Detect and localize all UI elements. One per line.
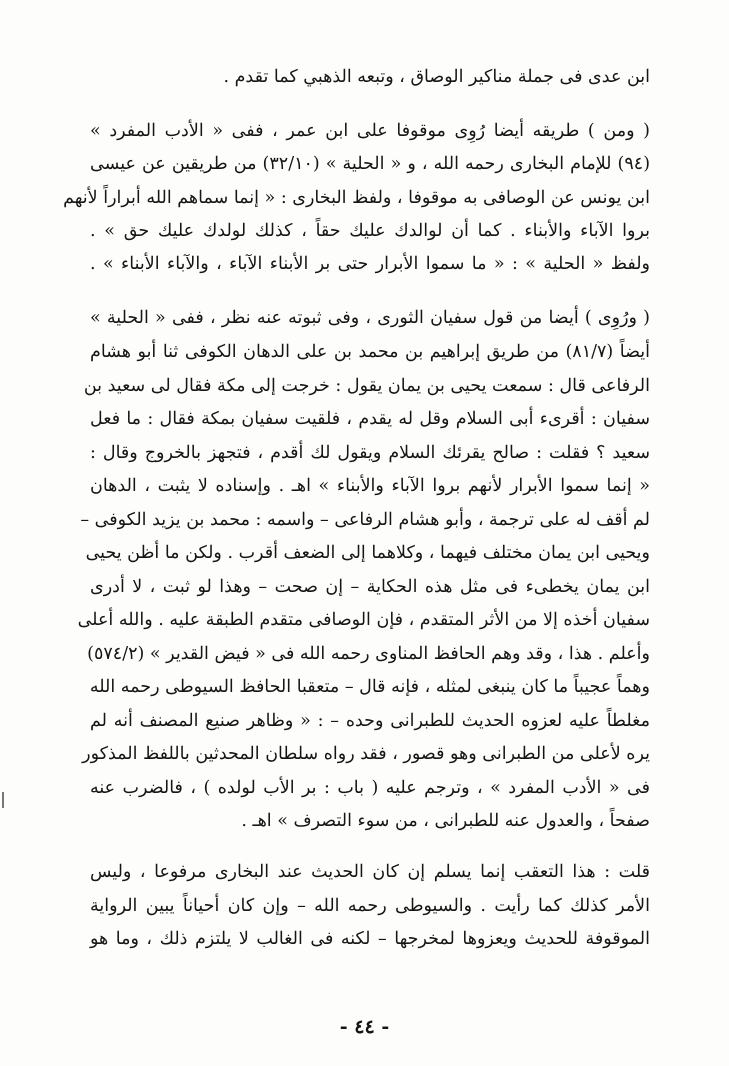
text-line-5: بروا الآباء والأبناء . كما أن لوالدك عليك حقاً ، كذلك لولدك عليك حق » . xyxy=(90,221,650,241)
text-line-14: ويحيى ابن يمان مختلف فيهما ، وكلاهما إلى الضعف أقرب . ولكن ما أظن يحيى xyxy=(85,543,650,563)
text-line-3: (٩٤) للإمام البخارى رحمه الله ، و « الحلية » (٣٢/١٠) من طريقين عن عيسى xyxy=(90,154,651,174)
text-line-7: ( ورُوِى ) أيضا من قول سفيان الثورى ، وفى ثبوته عنه نظر ، ففى « الحلية » xyxy=(90,308,650,328)
text-line-18: وهماً عجيباً ما كان ينبغى لمثله ، فإنه قال – متعقبا الحافظ السيوطى رحمه الله xyxy=(89,677,650,697)
text-line-8: أيضاً (٨١/٧) من طريق إبراهيم بن محمد بن على الدهان الكوفى ثنا أبو هشام xyxy=(90,342,650,362)
text-line-23: قلت : هذا التعقب إنما يسلم إن كان الحديث عند البخارى مرفوعا ، وليس xyxy=(90,862,650,882)
text-line-20: يره لأعلى من الطبرانى وهو قصور ، فقد رواه سلطان المحدثين باللفظ المذكور xyxy=(82,744,650,764)
text-line-10: سفيان : أقرىء أبى السلام وقل له يقدم ، فلقيت سفيان بمكة فقال : ما فعل xyxy=(90,409,650,429)
text-line-21: فى « الأدب المفرد » ، وترجم عليه ( باب : بر الأب لولده ) ، فالضرب عنه xyxy=(90,778,650,798)
text-line-19: مغلطاً عليه لعزوه الحديث للطبرانى وحده – : « وظاهر صنيع المصنف أنه لم xyxy=(90,711,650,731)
text-line-15: ابن يمان يخطىء فى مثل هذه الحكاية – إن صحت – وهذا لو ثبت ، لا أدرى xyxy=(90,577,650,597)
text-line-24: الأمر كذلك كما رأيت . والسيوطى رحمه الله – وإن كان أحياناً يبين الرواية xyxy=(90,896,650,916)
text-line-9: الرفاعى قال : سمعت يحيى بن يمان يقول : خرجت إلى مكة فقال لى سعيد بن xyxy=(83,376,650,396)
text-line-11: سعيد ؟ فقلت : صالح يقرئك السلام ويقول لك أقدم ، فتجهز بالخروج وقال : xyxy=(90,443,650,463)
text-line-13: لم أقف له على ترجمة ، وأبو هشام الرفاعى – واسمه : محمد بن يزيد الكوفى – xyxy=(80,510,650,530)
text-line-2: ( ومن ) طريقه أيضا رُوِى موقوفا على ابن عمر ، ففى « الأدب المفرد » xyxy=(90,121,650,141)
text-line-12: « إنما سموا الأبرار لأنهم بروا الآباء والأبناء » اهـ . وإسناده لا يثبت ، الدهان xyxy=(90,476,650,496)
text-line-6: ولفظ « الحلية » : « ما سموا الأبرار حتى بر الأبناء الآباء ، والآباء الأبناء » . xyxy=(90,254,650,274)
text-line-1: ابن عدى فى جملة مناكير الوصاق ، وتبعه الذهبي كما تقدم . xyxy=(223,67,650,87)
text-line-4: ابن يونس عن الوصافى به موقوفا ، ولفظ البخارى : « إنما سماهم الله أبراراً لأنهم xyxy=(63,188,650,208)
scan-edge-mark xyxy=(2,792,4,808)
text-line-25: الموقوفة للحديث ويعزوها لمخرجها – لكنه فى الغالب لا يلتزم ذلك ، وما هو xyxy=(90,929,650,949)
text-line-16: سفيان أخذه إلا من الأثر المتقدم ، فإن الوصافى متقدم الطبقة عليه . والله أعلى xyxy=(77,610,650,630)
page-number: - ٤٤ - xyxy=(339,1016,390,1038)
text-line-22: صفحاً ، والعدول عنه للطبرانى ، من سوء التصرف » اهـ . xyxy=(241,811,650,831)
arabic-text-body xyxy=(63,0,651,1010)
text-line-17: وأعلم . هذا ، وقد وهم الحافظ المناوى رحمه الله فى « فيض القدير » (٥٧٤/٢) xyxy=(87,644,650,664)
